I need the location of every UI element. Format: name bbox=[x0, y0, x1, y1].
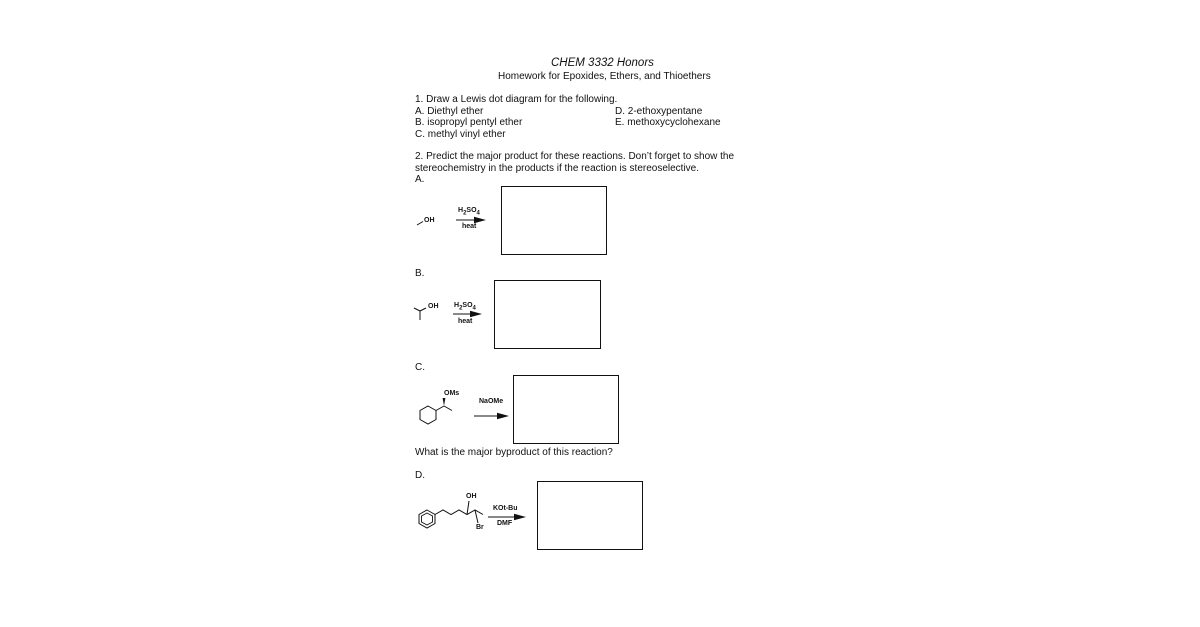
part-c-followup-question: What is the major byproduct of this reaction? bbox=[415, 447, 613, 458]
part-c-substituent-label: OMs bbox=[444, 390, 460, 397]
part-c-label: C. bbox=[415, 362, 425, 373]
part-c-reagent: NaOMe bbox=[479, 398, 504, 405]
page-title: CHEM 3332 Honors bbox=[551, 57, 654, 69]
part-b-label: B. bbox=[415, 268, 425, 279]
page-subtitle: Homework for Epoxides, Ethers, and Thioethers bbox=[498, 71, 711, 82]
part-d-substituent-bottom: Br bbox=[476, 524, 484, 531]
part-a-reagent-bottom: heat bbox=[462, 223, 477, 230]
part-b-substituent-label: OH bbox=[428, 303, 439, 310]
question-1-item-b: B. isopropyl pentyl ether bbox=[415, 117, 523, 128]
question-1-prompt: 1. Draw a Lewis dot diagram for the following. bbox=[415, 94, 618, 105]
part-d-substituent-top: OH bbox=[466, 493, 477, 500]
question-1-item-d: D. 2-ethoxypentane bbox=[615, 105, 703, 117]
part-a-reagent-top: $H_2SO_4$ bbox=[458, 207, 480, 217]
question-2-prompt-line-1: 2. Predict the major product for these reactions. Don’t forget to show the bbox=[415, 151, 735, 162]
question-1-item-c: C. methyl vinyl ether bbox=[415, 128, 506, 140]
part-d-reagent-top: KOt-Bu bbox=[493, 505, 518, 512]
question-1-item-e: E. methoxycyclohexane bbox=[615, 117, 721, 128]
question-2-prompt-line-2: stereochemistry in the products if the reaction is stereoselective. bbox=[415, 162, 700, 174]
part-d-reagent-bottom: DMF bbox=[497, 520, 513, 527]
question-1-item-a: A. Diethyl ether bbox=[415, 105, 484, 117]
part-a-substituent-label: OH bbox=[424, 217, 435, 224]
part-d-label: D. bbox=[415, 470, 425, 481]
part-b-reagent-top: $H_2SO_4$ bbox=[454, 302, 476, 312]
part-a-label: A. bbox=[415, 174, 425, 185]
part-b-reagent-bottom: heat bbox=[458, 318, 473, 325]
part-d-answer-box[interactable] bbox=[537, 481, 643, 550]
